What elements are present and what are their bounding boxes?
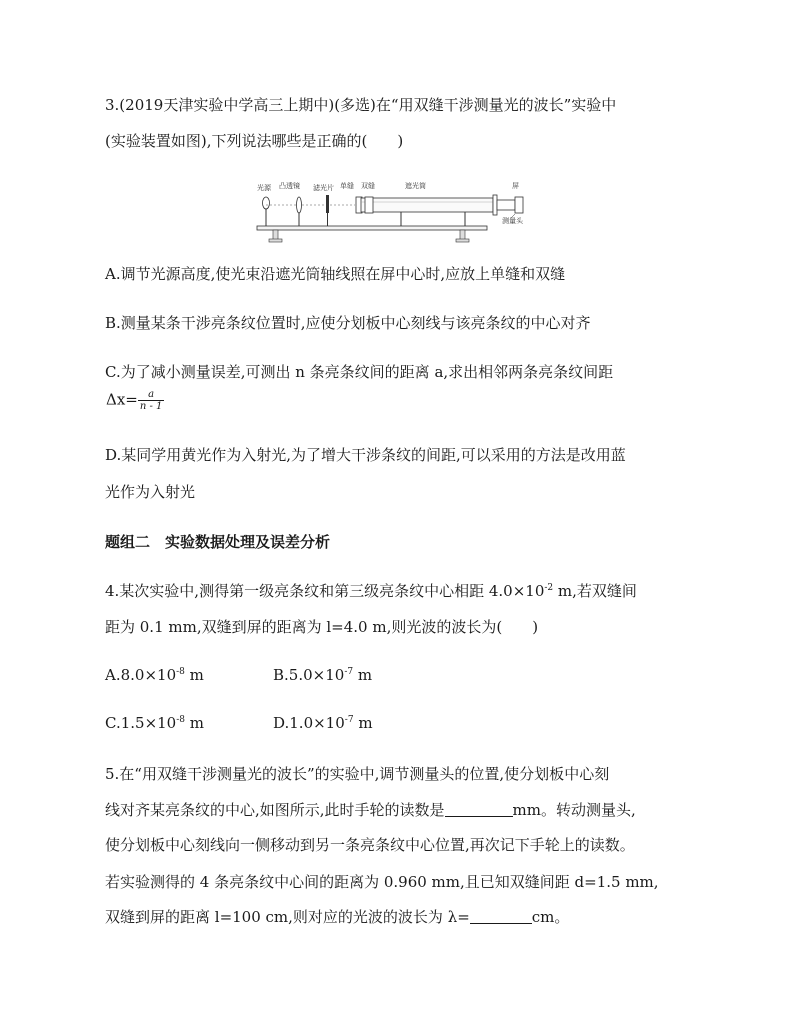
q4-option-a bbox=[105, 665, 204, 685]
q3-stem-line2: (实验装置如图),下列说法哪些是正确的( ) bbox=[105, 132, 404, 150]
label-tube: 遮光筒 bbox=[405, 182, 426, 190]
label-convex-lens: 凸透镜 bbox=[279, 182, 300, 190]
answer-blank-reading[interactable] bbox=[445, 802, 513, 817]
optical-rail bbox=[257, 226, 487, 230]
light-source-bulb bbox=[263, 197, 270, 209]
fraction-numerator: a bbox=[138, 389, 165, 401]
q5-stem-line3: 使分划板中心刻线向一侧移动到另一条亮条纹中心位置,再次记下手轮上的读数。 bbox=[105, 836, 635, 854]
q4-option-b-unit: m bbox=[353, 666, 373, 684]
experiment-apparatus-figure bbox=[255, 178, 555, 246]
label-screen: 屏 bbox=[512, 182, 519, 190]
section-heading: 题组二 实验数据处理及误差分析 bbox=[105, 533, 331, 551]
filter-shape bbox=[326, 195, 329, 213]
q4-option-d-exp: -7 bbox=[344, 715, 354, 725]
measuring-head-eyepiece bbox=[515, 197, 523, 213]
q5-line2-tail: mm。转动测量头, bbox=[512, 801, 636, 819]
q4-stem-line1 bbox=[105, 581, 637, 601]
q5-line2-text: 线对齐某亮条纹的中心,如图所示,此时手轮的读数是 bbox=[105, 801, 445, 819]
q3-stem-line1: 3.(2019天津实验中学高三上期中)(多选)在“用双缝干涉测量光的波长”实验中 bbox=[105, 96, 617, 114]
q5-line5-text: 双缝到屏的距离 l=100 cm,则对应的光波的波长为 λ= bbox=[105, 908, 470, 926]
q5-stem-line5 bbox=[105, 907, 569, 927]
label-light-source: 光源 bbox=[257, 184, 271, 192]
q5-line5-tail: cm。 bbox=[531, 908, 570, 926]
q3-option-c: C.为了减小测量误差,可测出 n 条亮条纹间的距离 a,求出相邻两条亮条纹间距 bbox=[105, 363, 614, 381]
label-measuring-head: 测量头 bbox=[502, 217, 523, 225]
q4-line1-tail: m,若双缝间 bbox=[553, 582, 637, 600]
q4-option-d-base: D.1.0×10 bbox=[273, 714, 345, 732]
q4-stem-line2: 距为 0.1 mm,双缝到屏的距离为 l=4.0 m,则光波的波长为( ) bbox=[105, 618, 539, 636]
rail-foot-left bbox=[269, 239, 282, 242]
q3-option-a: A.调节光源高度,使光束沿遮光筒轴线照在屏中心时,应放上单缝和双缝 bbox=[105, 265, 566, 283]
q5-stem-line4: 若实验测得的 4 条亮条纹中心间的距离为 0.960 mm,且已知双缝间距 d=1.5 mm, bbox=[105, 873, 659, 891]
label-single-slit: 单缝 bbox=[340, 182, 354, 190]
q4-option-a-exp: -8 bbox=[176, 667, 185, 677]
formula-fraction bbox=[138, 389, 165, 412]
answer-blank-wavelength[interactable] bbox=[470, 909, 532, 924]
label-filter: 滤光片 bbox=[313, 184, 334, 192]
q3-option-c-formula bbox=[106, 389, 164, 412]
q4-line1-exponent: -2 bbox=[544, 583, 554, 593]
convex-lens-shape bbox=[297, 197, 302, 213]
formula-prefix: Δx= bbox=[106, 390, 138, 409]
q4-option-c-base: C.1.5×10 bbox=[105, 714, 177, 732]
fraction-denominator: n - 1 bbox=[139, 401, 163, 412]
q4-option-a-unit: m bbox=[184, 666, 204, 684]
label-double-slit: 双缝 bbox=[361, 182, 375, 190]
measuring-head-body bbox=[497, 200, 515, 210]
q4-line1-text: 4.某次实验中,测得第一级亮条纹和第三级亮条纹中心相距 4.0×10 bbox=[105, 582, 545, 600]
q5-stem-line1: 5.在“用双缝干涉测量光的波长”的实验中,调节测量头的位置,使分划板中心刻 bbox=[105, 765, 610, 783]
q4-option-a-base: A.8.0×10 bbox=[105, 666, 177, 684]
q4-option-d-unit: m bbox=[353, 714, 373, 732]
q4-option-c-exp: -8 bbox=[176, 715, 186, 725]
rail-leg-left bbox=[273, 230, 278, 240]
light-shield-tube bbox=[361, 198, 493, 212]
q5-stem-line2 bbox=[105, 800, 636, 820]
q4-option-b bbox=[273, 665, 372, 685]
double-slit-shape bbox=[365, 197, 373, 213]
q4-option-c bbox=[105, 713, 204, 733]
screen-shape bbox=[493, 195, 497, 215]
q4-option-c-unit: m bbox=[185, 714, 205, 732]
q4-option-b-base: B.5.0×10 bbox=[273, 666, 345, 684]
q3-option-d-line2: 光作为入射光 bbox=[105, 483, 196, 501]
rail-leg-right bbox=[460, 230, 465, 240]
q4-option-b-exp: -7 bbox=[344, 667, 354, 677]
q3-option-b: B.测量某条干涉亮条纹位置时,应使分划板中心刻线与该亮条纹的中心对齐 bbox=[105, 314, 591, 332]
q3-option-d-line1: D.某同学用黄光作为入射光,为了增大干涉条纹的间距,可以采用的方法是改用蓝 bbox=[105, 446, 626, 464]
rail-foot-right bbox=[456, 239, 469, 242]
q4-option-d bbox=[273, 713, 373, 733]
